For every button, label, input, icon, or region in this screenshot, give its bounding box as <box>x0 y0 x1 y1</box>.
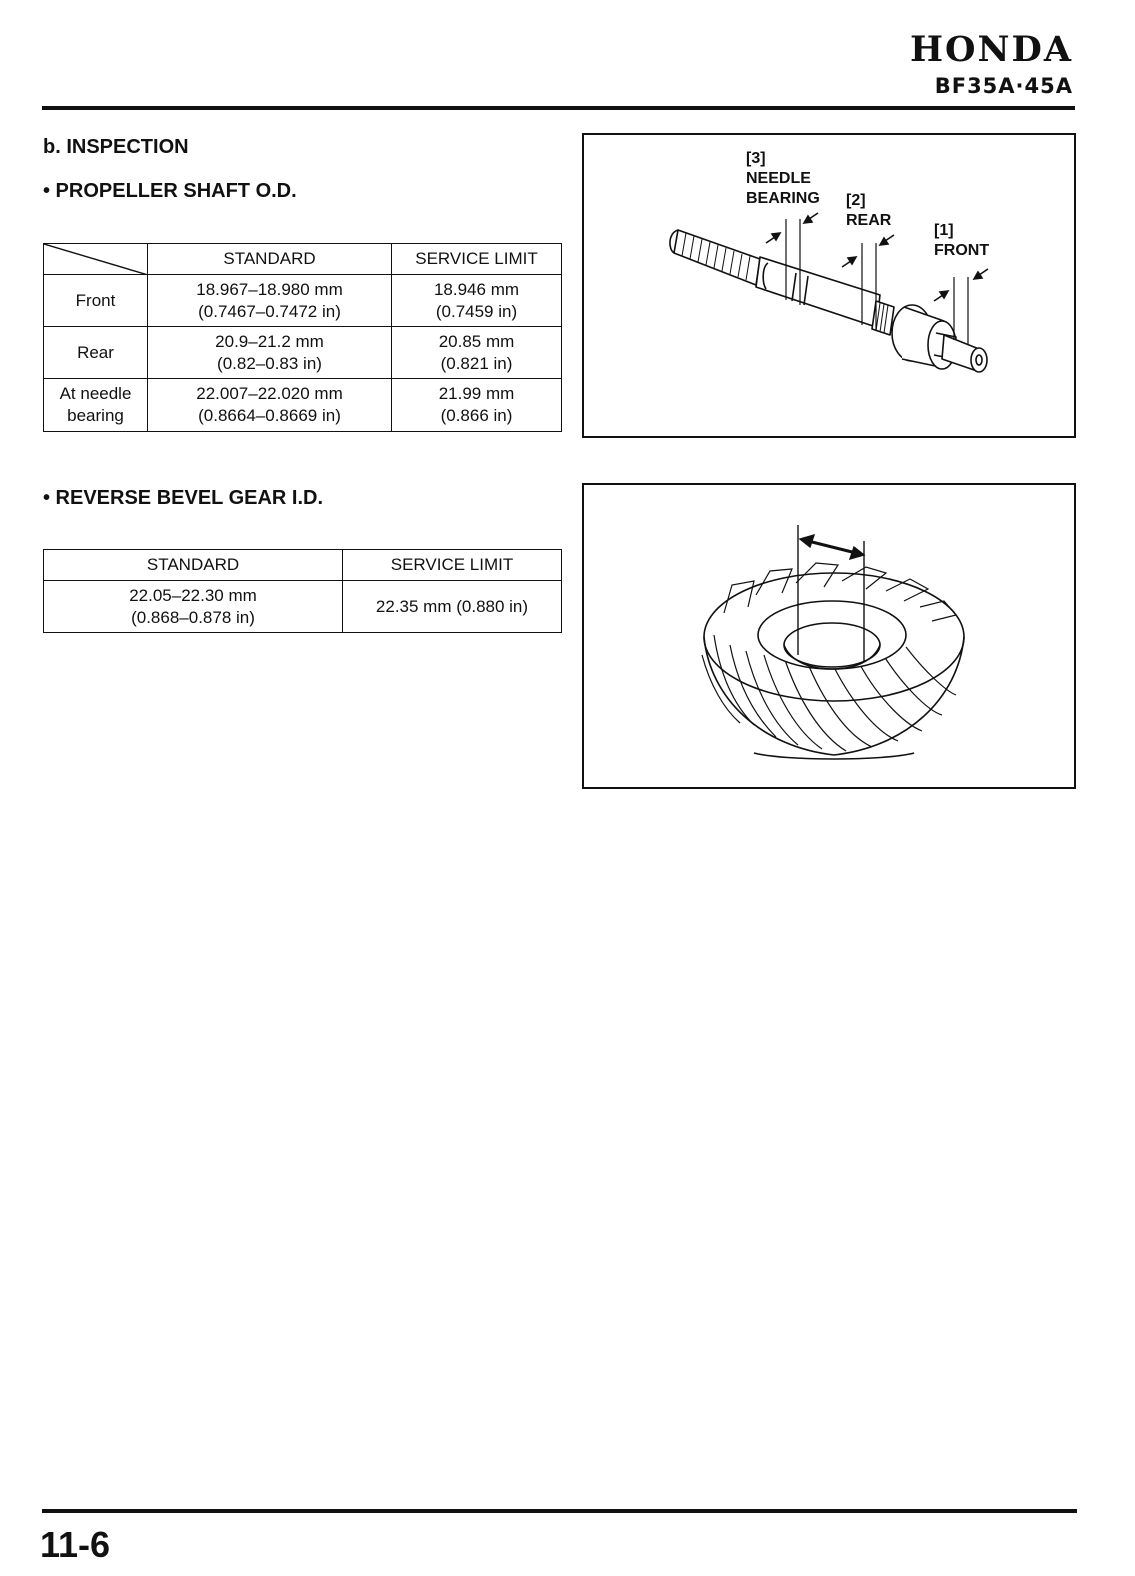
callout-front-number: [1] <box>934 222 954 239</box>
needle-standard-in: (0.8664–0.8669 in) <box>198 406 341 425</box>
page-number: 11-6 <box>40 1524 111 1565</box>
rear-limit <box>392 327 562 379</box>
callout-front <box>934 221 989 261</box>
footer-rule <box>42 1509 1077 1513</box>
callout-needle-bearing <box>746 149 820 209</box>
needle-limit <box>392 379 562 432</box>
propeller-shaft-table <box>43 243 562 432</box>
callout-needle-number: [3] <box>746 150 766 167</box>
callout-needle-line2: BEARING <box>746 190 820 207</box>
row-label-front: Front <box>44 275 148 327</box>
needle-limit-mm: 21.99 mm <box>438 384 515 403</box>
brand-header <box>910 30 1073 98</box>
model-label: BF35A·45A <box>934 74 1073 98</box>
front-limit-in: (0.7459 in) <box>435 301 518 321</box>
column-header-service-limit: SERVICE LIMIT <box>343 550 562 581</box>
needle-standard <box>148 379 392 432</box>
column-header-standard: STANDARD <box>44 550 343 581</box>
propeller-shaft-figure <box>582 133 1076 438</box>
callout-rear-number: [2] <box>846 192 866 209</box>
propeller-shaft-illustration <box>584 135 1074 436</box>
needle-standard-mm: 22.007–22.020 mm <box>196 384 343 403</box>
row-label-needle-bearing <box>44 379 148 432</box>
rear-standard-mm: 20.9–21.2 mm <box>215 331 324 351</box>
brand-logo: HONDA <box>909 29 1073 70</box>
diagonal-line <box>44 244 148 275</box>
callout-front-label: FRONT <box>934 242 990 259</box>
front-limit-mm: 18.946 mm <box>433 279 520 299</box>
gear-standard-mm: 22.05–22.30 mm <box>129 585 257 605</box>
callout-rear <box>846 191 891 231</box>
table-row-front <box>44 275 562 327</box>
needle-label-line1: At needle <box>59 384 132 403</box>
gear-standard-in: (0.868–0.878 in) <box>131 607 255 627</box>
table-corner-cell <box>44 244 148 275</box>
column-header-standard: STANDARD <box>148 244 392 275</box>
front-standard-in: (0.7467–0.7472 in) <box>198 301 341 321</box>
rear-standard <box>148 327 392 379</box>
front-standard <box>148 275 392 327</box>
row-label-rear: Rear <box>44 327 148 379</box>
section-title: b. INSPECTION <box>43 136 189 158</box>
rear-limit-mm: 20.85 mm <box>438 331 515 351</box>
front-limit <box>392 275 562 327</box>
propeller-shaft-heading: • PROPELLER SHAFT O.D. <box>43 180 297 202</box>
bevel-gear-figure <box>582 483 1076 789</box>
gear-limit: 22.35 mm (0.880 in) <box>343 581 562 633</box>
table-header-row <box>44 550 562 581</box>
reverse-bevel-gear-table <box>43 549 562 633</box>
table-header-row <box>44 244 562 275</box>
reverse-bevel-gear-heading: • REVERSE BEVEL GEAR I.D. <box>43 487 324 509</box>
needle-label-line2: bearing <box>67 406 124 425</box>
rear-standard-in: (0.82–0.83 in) <box>217 353 322 373</box>
bevel-gear-illustration <box>584 485 1074 787</box>
callout-needle-line1: NEEDLE <box>746 170 811 187</box>
callout-rear-label: REAR <box>846 212 892 229</box>
rear-limit-in: (0.821 in) <box>440 353 513 373</box>
table-row-rear <box>44 327 562 379</box>
header-rule <box>42 106 1075 110</box>
gear-standard <box>44 581 343 633</box>
column-header-service-limit: SERVICE LIMIT <box>392 244 562 275</box>
front-standard-mm: 18.967–18.980 mm <box>196 279 343 299</box>
needle-limit-in: (0.866 in) <box>440 406 513 425</box>
table-row-needle-bearing <box>44 379 562 432</box>
table-row <box>44 581 562 633</box>
